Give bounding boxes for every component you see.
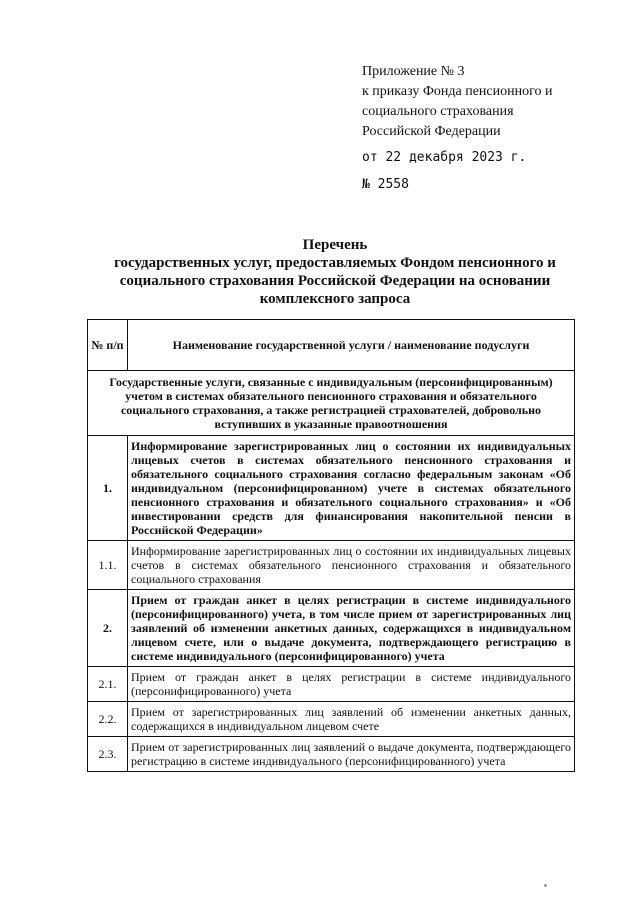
- row-num: 1.: [88, 436, 128, 541]
- row-num: 2.3.: [88, 737, 128, 772]
- row-name: Прием от граждан анкет в целях регистрации в системе индивидуального (персонифицированного) учета: [128, 667, 575, 702]
- appendix-line: Приложение № 3: [362, 64, 465, 79]
- row-name: Прием от зарегистрированных лиц заявлений о выдаче документа, подтверждающего регистрацию в системе индивидуального (персонифицированного) учета: [128, 737, 575, 772]
- row-name: Прием от граждан анкет в целях регистрации в системе индивидуального (персонифицированного) учета, в том числе прием от зарегистрированных лиц заявлений об изменении анкетных данных, содержащихся в индивидуальном лицевом счете, или о выдаче документа, подтверждающего регистрацию в системе индивидуального (персонифицированного) учета: [128, 590, 575, 667]
- table-row: [88, 590, 575, 667]
- table-row: [88, 737, 575, 772]
- appendix-block: [362, 62, 632, 142]
- table-header-row: [88, 320, 575, 371]
- row-name: Информирование зарегистрированных лиц о состоянии их индивидуальных лицевых счетов в системах обязательного пенсионного страхования и обязательного социального страхования согласно федеральным законам «Об индивидуальном (персонифицированном) учете в системах обязательного пенсионного страхования и обязательного социального страхования» и «Об инвестировании средств для финансирования накопительной пенсии в Российской Федерации»: [128, 436, 575, 541]
- order-date: от 22 декабря 2023 г.: [362, 150, 527, 165]
- row-name: Прием от зарегистрированных лиц заявлений об изменении анкетных данных, содержащихся в индивидуальном лицевом счете: [128, 702, 575, 737]
- appendix-line: к приказу Фонда пенсионного и: [362, 84, 553, 99]
- section-title: Государственные услуги, связанные с индивидуальным (персонифицированным) учетом в системах обязательного пенсионного страхования и обязательного социального страхования, а также регистрацией страхователей, добровольно вступивших в указанные правоотношения: [88, 371, 575, 436]
- section-row: [88, 371, 575, 436]
- table-row: [88, 436, 575, 541]
- appendix-line: Российской Федерации: [362, 124, 501, 139]
- title-line: государственных услуг, предоставляемых Фондом пенсионного и: [114, 255, 556, 271]
- row-num: 2.: [88, 590, 128, 667]
- row-name: Информирование зарегистрированных лиц о состоянии их индивидуальных лицевых счетов в системах обязательного пенсионного страхования и обязательного социального страхования: [128, 541, 575, 590]
- title-line: Перечень: [302, 237, 368, 253]
- header-name: Наименование государственной услуги / наименование подуслуги: [128, 320, 575, 371]
- services-table: [87, 319, 575, 772]
- row-num: 2.2.: [88, 702, 128, 737]
- row-num: 2.1.: [88, 667, 128, 702]
- title-line: социального страхования Российской Федерации на основании: [119, 273, 551, 289]
- row-num: 1.1.: [88, 541, 128, 590]
- title-line: комплексного запроса: [259, 291, 411, 307]
- table-row: [88, 667, 575, 702]
- table-row: [88, 541, 575, 590]
- order-number: № 2558: [362, 177, 409, 192]
- scan-artifact: [544, 884, 547, 887]
- document-title: [90, 236, 580, 308]
- order-details: [362, 150, 612, 204]
- header-num: № п/п: [88, 320, 128, 371]
- table-row: [88, 702, 575, 737]
- appendix-line: социального страхования: [362, 104, 514, 119]
